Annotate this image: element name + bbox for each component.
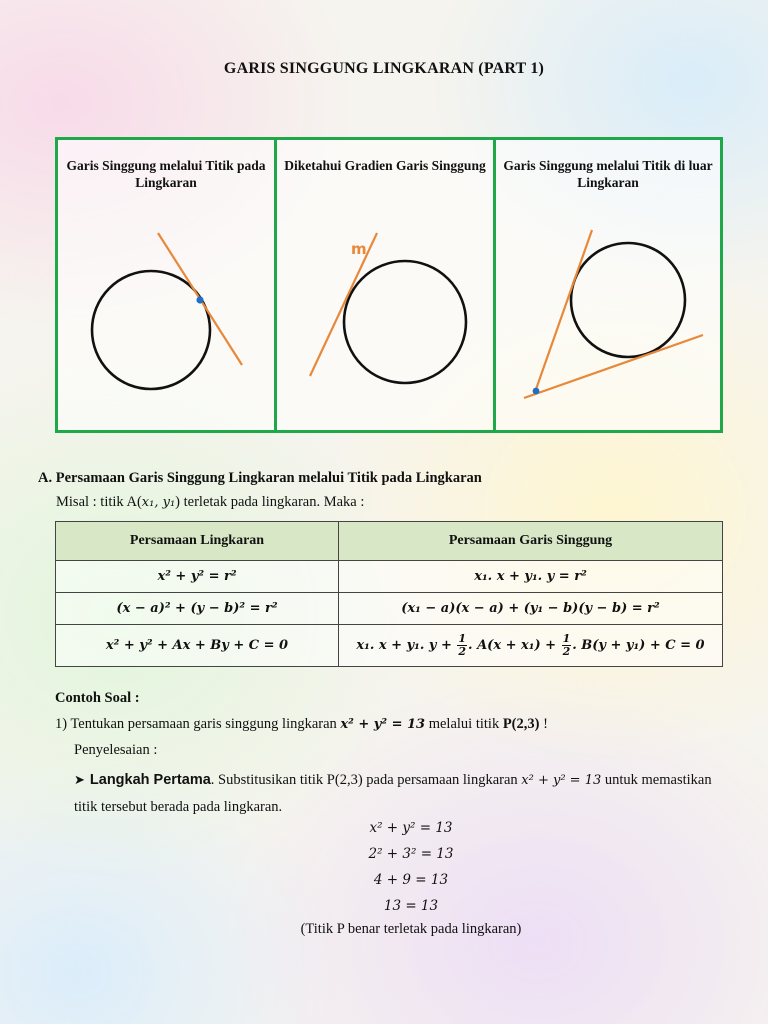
circle-shape [344, 261, 466, 383]
fraction-numerator: 1 [458, 632, 467, 645]
work-line: 13 = 13 [383, 898, 439, 914]
case-label: Diketahui Gradien Garis Singgung [284, 158, 486, 173]
tangent-equation: (x₁ − a)(x − a) + (y₁ − b)(y − b) = r² [339, 593, 723, 625]
circle-equation: x² + y² = r² [56, 561, 339, 593]
q1-post: ! [539, 716, 548, 732]
fraction-numerator: 1 [562, 632, 571, 645]
tangent-part-a: x₁. x + y₁. y + [356, 638, 452, 653]
point-outside-diagram [496, 140, 723, 430]
circle-shape [571, 243, 685, 357]
q1-pre: 1) Tentukan persamaan garis singgung lingkaran [55, 716, 341, 732]
fraction-half [562, 633, 572, 658]
tangent-point [196, 296, 203, 303]
solution-label: Penyelesaian : [74, 742, 158, 758]
table-row [56, 625, 723, 667]
case-point-on-circle [58, 140, 274, 430]
work-line: 2² + 3² = 13 [368, 846, 454, 862]
tangent-part-b: . A(x + x₁) + [468, 638, 557, 653]
case-point-outside-circle [493, 140, 720, 430]
table-header-row [56, 522, 723, 561]
conclusion-note: (Titik P benar terletak pada lingkaran) [300, 921, 522, 937]
tangent-part-c: . B(y + y₁) + C = 0 [572, 638, 705, 653]
tangent-cases-panel [55, 137, 723, 433]
step-title: Langkah Pertama [89, 772, 211, 788]
fraction-half [457, 633, 467, 658]
table-row [56, 561, 723, 593]
step-text-a: . Substitusikan titik P(2,3) pada persamaan lingkaran [210, 772, 522, 788]
header-tangent-equation: Persamaan Garis Singgung [339, 522, 723, 561]
page-title: GARIS SINGGUNG LINGKARAN (PART 1) [223, 60, 545, 77]
tangent-line-1 [534, 230, 592, 395]
arrow-bullet-icon: ➤ [74, 773, 85, 788]
misal-post: ) terletak pada lingkaran. Maka : [175, 494, 365, 510]
work-line: 4 + 9 = 13 [373, 872, 449, 888]
table-row [56, 593, 723, 625]
fraction-denominator: 2 [458, 645, 467, 658]
point-on-circle-diagram [58, 140, 274, 430]
step-1 [74, 767, 724, 820]
question-1 [55, 716, 548, 733]
section-a-heading: A. Persamaan Garis Singgung Lingkaran melalui Titik pada Lingkaran [38, 470, 482, 486]
fraction-denominator: 2 [562, 645, 571, 658]
step-text-b: untuk memastikan titik tersebut berada pada lingkaran. [74, 772, 712, 815]
circle-equation: (x − a)² + (y − b)² = r² [56, 593, 339, 625]
header-circle-equation: Persamaan Lingkaran [56, 522, 339, 561]
case-label: Garis Singgung melalui Titik pada Lingkaran [66, 158, 266, 190]
q1-point: P(2,3) [502, 716, 540, 732]
q1-mid: melalui titik [425, 716, 503, 732]
misal-text [56, 494, 364, 511]
tangent-equation: x₁. x + y₁. y = r² [339, 561, 723, 593]
step-equation: x² + y² = 13 [521, 773, 602, 788]
known-gradient-diagram [277, 140, 496, 430]
equation-table [55, 521, 723, 667]
work-line: x² + y² = 13 [369, 820, 453, 836]
example-heading: Contoh Soal : [55, 690, 140, 706]
misal-pre: Misal : titik A( [56, 494, 142, 510]
misal-math: x₁, y₁ [141, 495, 176, 510]
case-label: Garis Singgung melalui Titik di luar Lingkaran [503, 158, 713, 190]
circle-equation: x² + y² + Ax + By + C = 0 [56, 625, 339, 667]
external-point [533, 388, 540, 395]
q1-equation: x² + y² = 13 [340, 717, 426, 732]
tangent-line [310, 233, 377, 376]
case-known-gradient [274, 140, 493, 430]
tangent-equation [339, 625, 723, 667]
gradient-label: m [351, 240, 367, 258]
